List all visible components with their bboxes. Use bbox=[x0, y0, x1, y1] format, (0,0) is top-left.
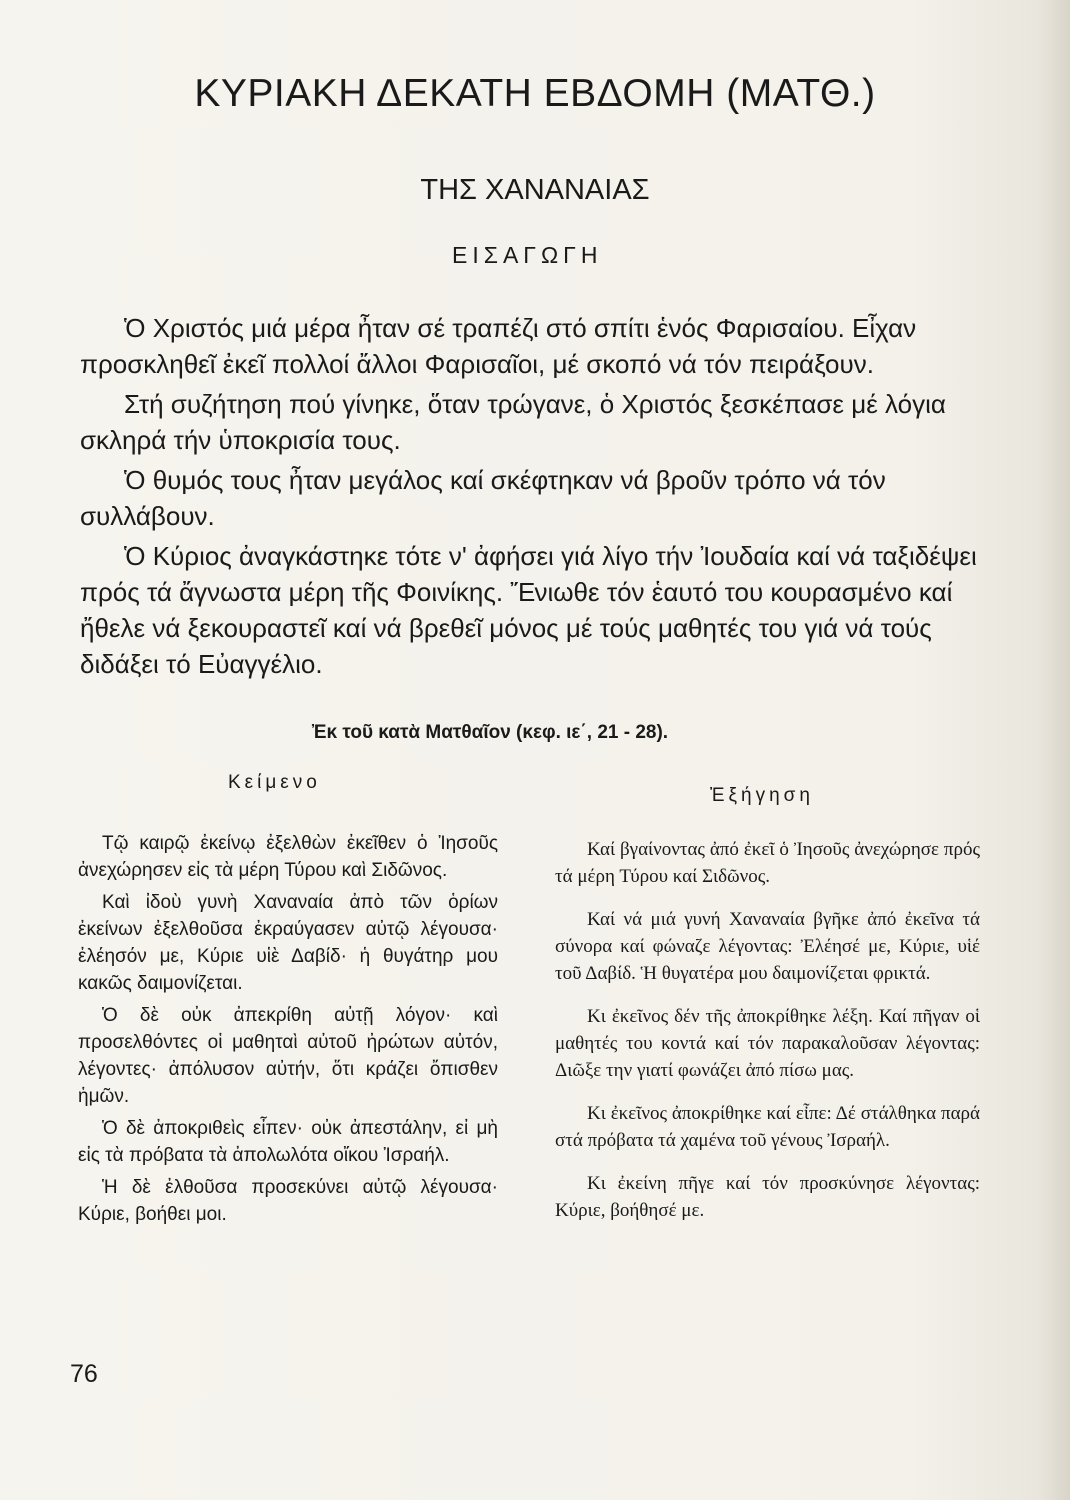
intro-heading: ΕΙΣΑΓΩΓΗ bbox=[452, 242, 603, 268]
text-paragraph: Ὁ δὲ οὐκ ἀπεκρίθη αὐτῇ λόγον· καὶ προσελθόντες οἱ μαθηταὶ αὐτοῦ ἠρώτων αὐτόν, λέγοντες· ἀπόλυσον αὐτήν, ὅτι κράζει ὄπισθεν ἡμῶν. bbox=[78, 1005, 498, 1107]
explanation-paragraph: Καί νά μιά γυνή Χαναναία βγῆκε ἀπό ἐκεῖνα τά σύνορα καί φώναζε λέγοντας: Ἐλέησέ με, Κύριε, υἱέ τοῦ Δαβίδ. Ἡ θυγατέρα μου δαιμονίζεται φρικτά. bbox=[555, 909, 980, 984]
page-title: ΚΥΡΙΑΚΗ ΔΕΚΑΤΗ ΕΒΔΟΜΗ (ΜΑΤΘ.) bbox=[194, 72, 876, 115]
explanation-paragraph: Καί βγαίνοντας ἀπό ἐκεῖ ὁ Ἰησοῦς ἀνεχώρησε πρός τά μέρη Τύρου καί Σιδῶνος. bbox=[555, 839, 980, 887]
text-paragraph: Τῷ καιρῷ ἐκείνῳ ἐξελθὼν ἐκεῖθεν ὁ Ἰησοῦς ἀνεχώρησεν εἰς τὰ μέρη Τύρου καὶ Σιδῶνος. bbox=[78, 833, 498, 881]
intro-paragraph: Ὁ Χριστός μιά μέρα ἦταν σέ τραπέζι στό σπίτι ἑνός Φαρισαίου. Εἶχαν προσκληθεῖ ἐκεῖ πολλοί ἄλλοι Φαρισαῖοι, μέ σκοπό νά τόν πειράξουν. bbox=[80, 313, 917, 379]
text-paragraph: Καὶ ἰδοὺ γυνὴ Χαναναία ἀπὸ τῶν ὁρίων ἐκείνων ἐξελθοῦσα ἐκραύγασεν αὐτῷ λέγουσα· ἐλέησόν με, Κύριε υἱὲ Δαβίδ· ἡ θυγάτηρ μου κακῶς δαιμονίζεται. bbox=[78, 892, 498, 994]
intro-paragraph: Στή συζήτηση πού γίνηκε, ὅταν τρώγανε, ὁ Χριστός ξεσκέπασε μέ λόγια σκληρά τήν ὑποκρισία τους. bbox=[80, 389, 946, 455]
scripture-reference: Ἐκ τοῦ κατὰ Ματθαῖον (κεφ. ιε΄, 21 - 28). bbox=[312, 722, 669, 743]
intro-paragraph: Ὁ θυμός τους ἦταν μεγάλος καί σκέφτηκαν νά βροῦν τρόπο νά τόν συλλάβουν. bbox=[80, 465, 886, 531]
text-paragraph: Ὁ δὲ ἀποκριθεὶς εἶπεν· οὐκ ἀπεστάλην, εἰ μὴ εἰς τὰ πρόβατα τὰ ἀπολωλότα οἴκου Ἰσραήλ. bbox=[78, 1118, 498, 1166]
explanation-paragraph: Κι ἐκεῖνος δέν τῆς ἀποκρίθηκε λέξη. Καί πῆγαν οἱ μαθητές του κοντά καί τόν παρακαλοῦσαν λέγοντας: Διῶξε την γιατί φωνάζει ἀπό πίσω μας. bbox=[555, 1006, 980, 1081]
text-column-heading: Κείμενο bbox=[228, 772, 321, 793]
text-paragraph: Ἡ δὲ ἐλθοῦσα προσεκύνει αὐτῷ λέγουσα· Κύριε, βοήθει μοι. bbox=[78, 1177, 498, 1225]
explanation-paragraph: Κι ἐκείνη πῆγε καί τόν προσκύνησε λέγοντας: Κύριε, βοήθησέ με. bbox=[555, 1173, 980, 1221]
text-column bbox=[78, 830, 498, 1233]
page-subtitle: ΤΗΣ ΧΑΝΑΝΑΙΑΣ bbox=[420, 174, 650, 206]
page-number: 76 bbox=[70, 1360, 98, 1388]
explanation-paragraph: Κι ἐκεῖνος ἀποκρίθηκε καί εἶπε: Δέ στάλθηκα παρά στά πρόβατα τά χαμένα τοῦ γένους Ἰσραήλ. bbox=[555, 1103, 980, 1151]
intro-section bbox=[80, 310, 1000, 686]
intro-paragraph: Ὁ Κύριος ἀναγκάστηκε τότε ν' ἀφήσει γιά λίγο τήν Ἰουδαία καί νά ταξιδέψει πρός τά ἄγνωστα μέρη τῆς Φοινίκης. Ἔνιωθε τόν ἑαυτό του κουρασμένο καί ἤθελε νά ξεκουραστεῖ καί νά βρεθεῖ μόνος μέ τούς μαθητές του γιά νά τούς διδάξει τό Εὐαγγέλιο. bbox=[80, 541, 977, 679]
explanation-column-heading: Ἐξήγηση bbox=[710, 785, 814, 806]
explanation-column bbox=[555, 836, 980, 1240]
